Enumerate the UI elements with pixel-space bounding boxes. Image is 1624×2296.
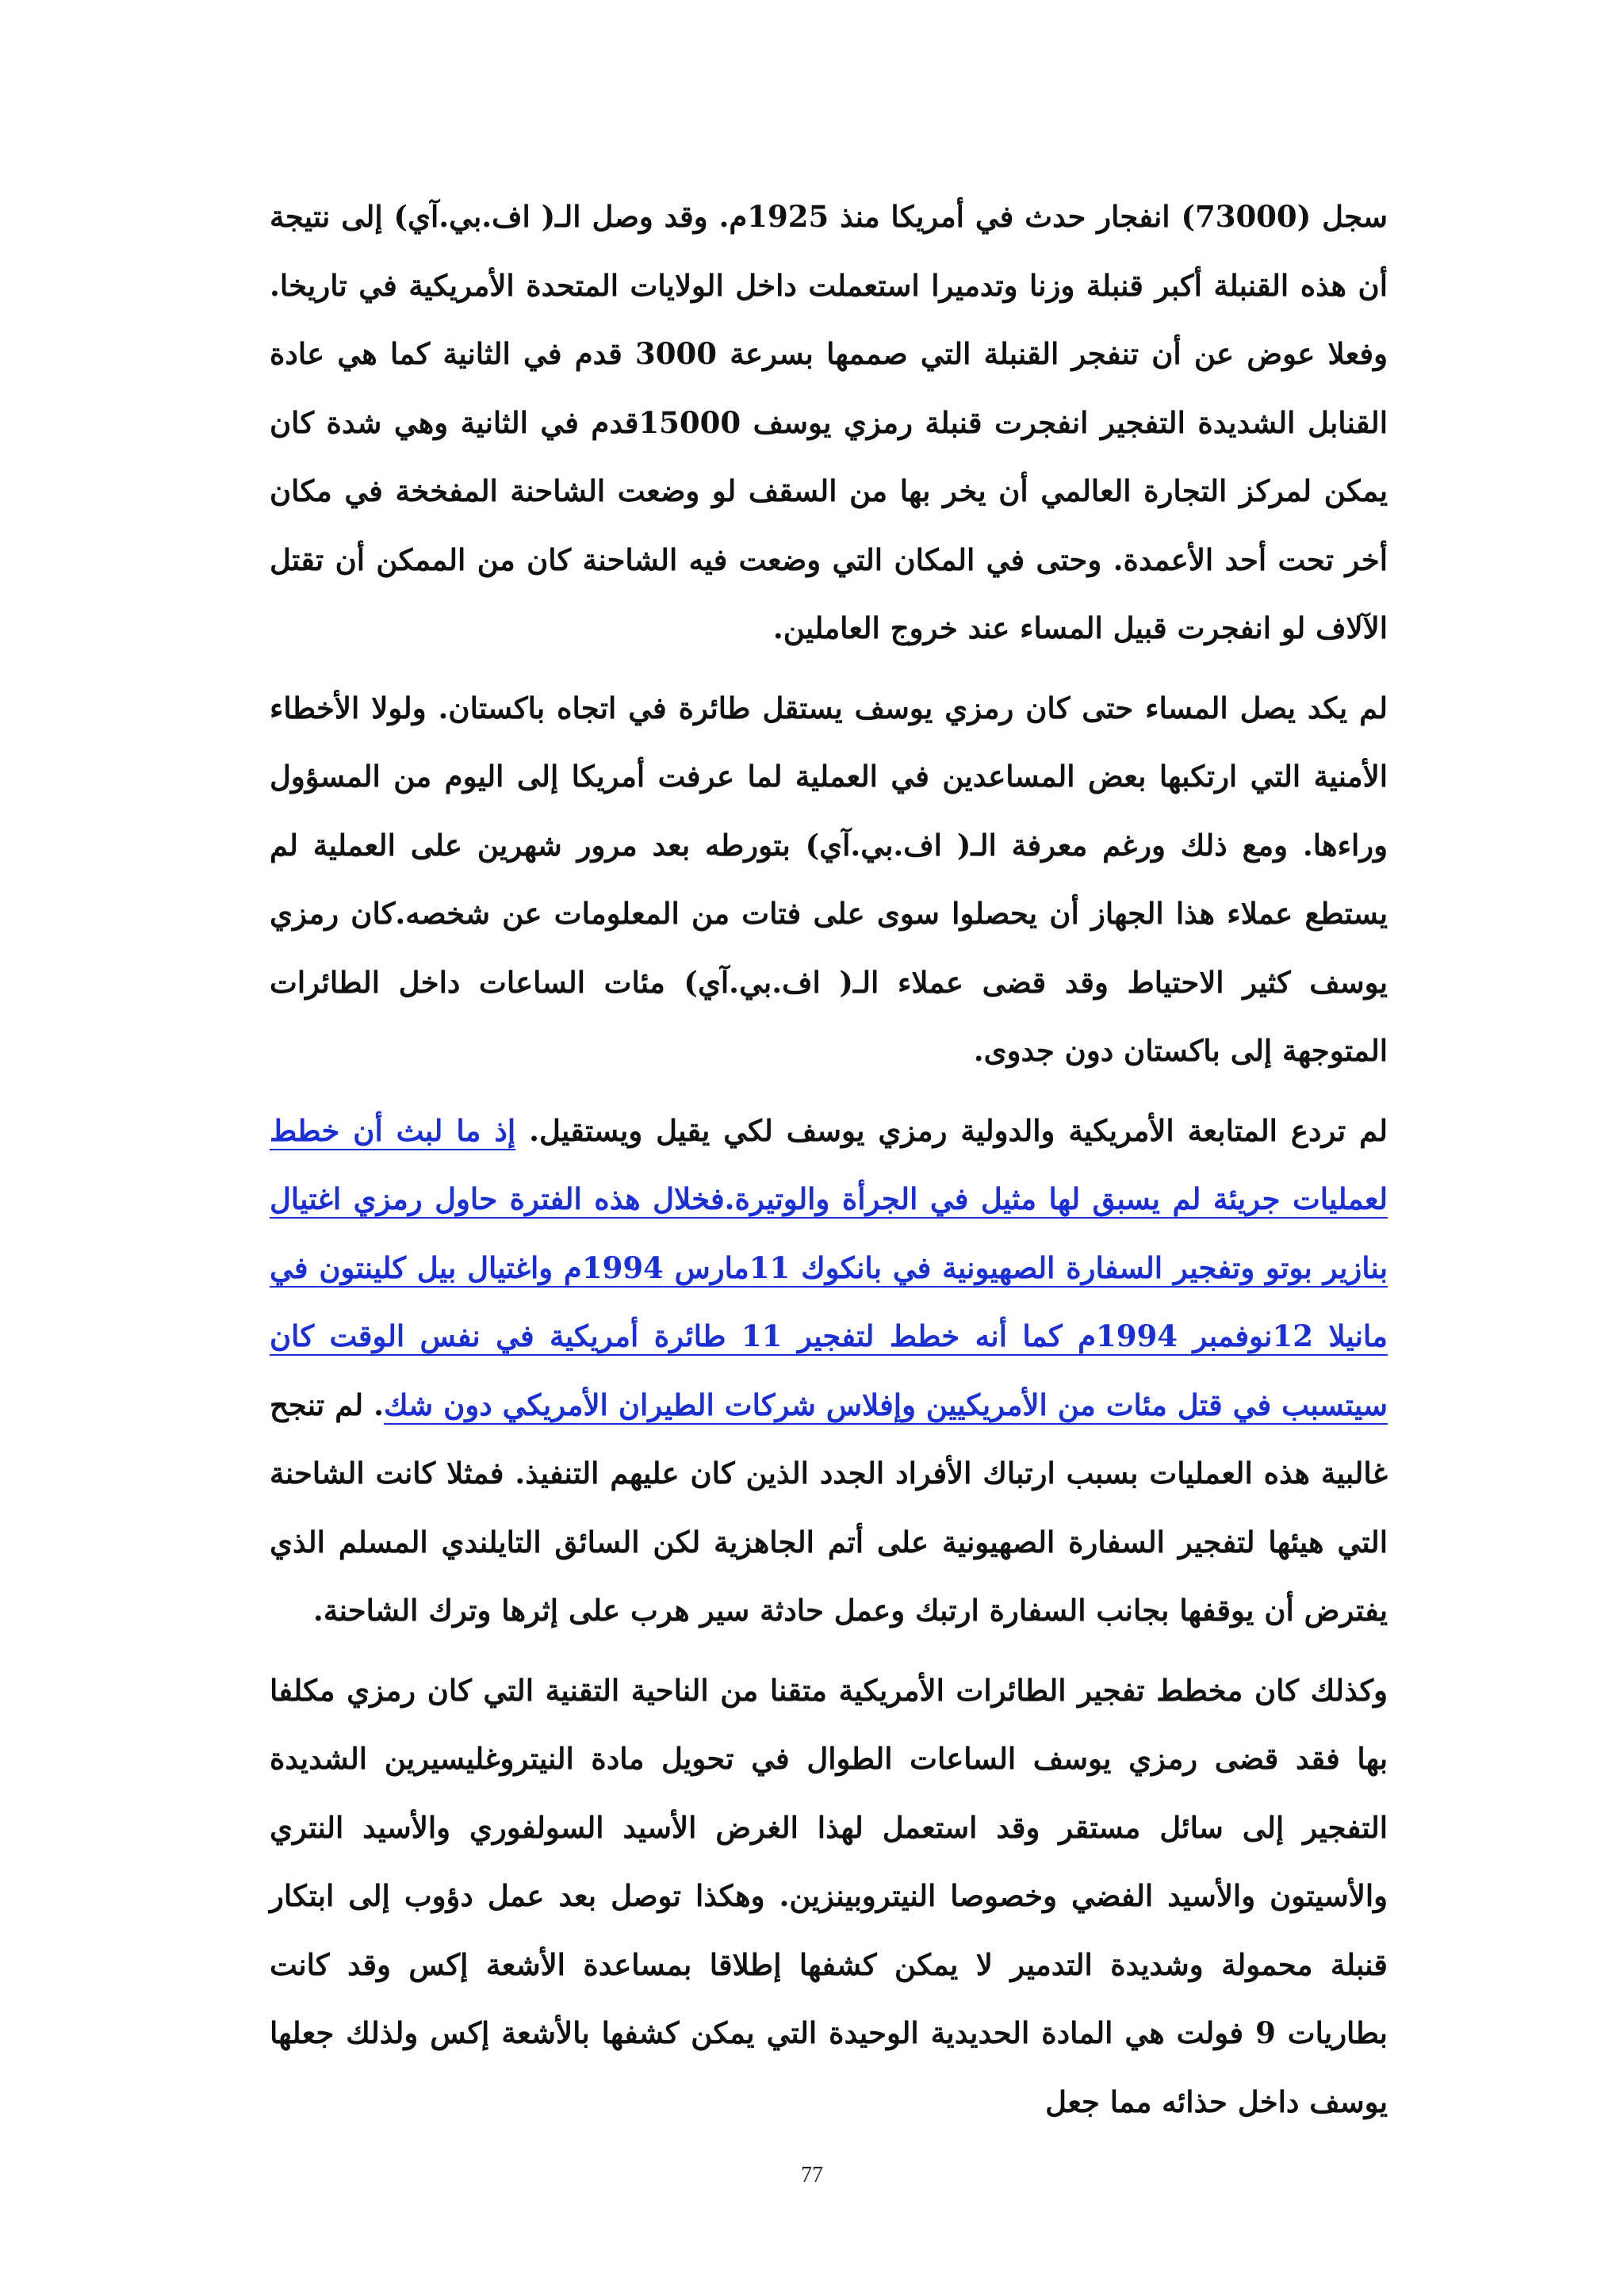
body-text xyxy=(270,182,1388,2147)
paragraph-3-intro: لم تردع المتابعة الأمريكية والدولية رمزي يوسف لكي يقيل ويستقيل. xyxy=(515,1112,1388,1148)
paragraph-3-rest: . لم تنجح غالبية هذه العمليات بسبب ارتباك الأفراد الجدد الذين كان عليهم التنفيذ. فمثلا كانت الشاحنة التي هيئها لتفجير السفارة الصهيونية على أتم الجاهزية لكن السائق التايلندي المسلم الذي يفترض أن يوقفها بجانب السفارة ارتبك وعمل حادثة سير هرب على إثرها وترك الشاحنة. xyxy=(270,1387,1388,1628)
paragraph-1: سجل (73000) انفجار حدث في أمريكا منذ 1925م. وقد وصل الـ( اف.بي.آي) إلى نتيجة أن هذه القنبلة أكبر قنبلة وزنا وتدميرا استعملت داخل الولايات المتحدة الأمريكية في تاريخا. وفعلا عوض عن أن تنفجر القنبلة التي صممها بسرعة 3000 قدم في الثانية كما هي عادة القنابل الشديدة التفجير انفجرت قنبلة رمزي يوسف 15000قدم في الثانية وهي شدة كان يمكن لمركز التجارة العالمي أن يخر بها من السقف لو وضعت الشاحنة المفخخة في مكان أخر تحت أحد الأعمدة. وحتى في المكان التي وضعت فيه الشاحنة كان من الممكن أن تقتل الآلاف لو انفجرت قبيل المساء عند خروج العاملين. xyxy=(270,199,1388,645)
page-number: 77 xyxy=(801,2163,823,2187)
paragraph-4: وكذلك كان مخطط تفجير الطائرات الأمريكية متقنا من الناحية التقنية التي كان رمزي مكلفا بها فقد قضى رمزي يوسف الساعات الطوال في تحويل مادة النيتروغليسيرين الشديدة التفجير إلى سائل مستقر وقد استعمل لهذا الغرض الأسيد السولفوري والأسيد النتري والأسيتون والأسيد الفضي وخصوصا النيتروبينزين. وهكذا توصل بعد عمل دؤوب إلى ابتكار قنبلة محمولة وشديدة التدمير لا يمكن كشفها إطلاقا بمساعدة الأشعة إكس وقد كانت بطاريات 9 فولت هي المادة الحديدية الوحيدة التي يمكن كشفها بالأشعة إكس ولذلك جعلها يوسف داخل حذائه مما جعل xyxy=(270,1672,1388,2119)
paragraph-3 xyxy=(270,1096,1388,1645)
paragraph-2: لم يكد يصل المساء حتى كان رمزي يوسف يستقل طائرة في اتجاه باكستان. ولولا الأخطاء الأمنية التي ارتكبها بعض المساعدين في العملية لما عرفت أمريكا إلى اليوم من المسؤول وراءها. ومع ذلك ورغم معرفة الـ( اف.بي.آي) بتورطه بعد مرور شهرين على العملية لم يستطع عملاء هذا الجهاز أن يحصلوا سوى على فتات من المعلومات عن شخصه.كان رمزي يوسف كثير الاحتياط وقد قضى عملاء الـ( اف.بي.آي) مئات الساعات داخل الطائرات المتوجهة إلى باكستان دون جدوى. xyxy=(270,690,1388,1068)
highlighted-passage: إذ ما لبث أن خطط لعمليات جريئة لم يسبق لها مثيل في الجرأة والوتيرة.فخلال هذه الفترة حاول رمزي اغتيال بنازير بوتو وتفجير السفارة الصهيونية في بانكوك 11مارس 1994م واغتيال بيل كلينتون في مانيلا 12نوفمبر 1994م كما أنه خطط لتفجير 11 طائرة أمريكية في نفس الوقت كان سيتسبب في قتل مئات من الأمريكيين وإفلاس شركات الطيران الأمريكي دون شك xyxy=(270,1112,1388,1422)
